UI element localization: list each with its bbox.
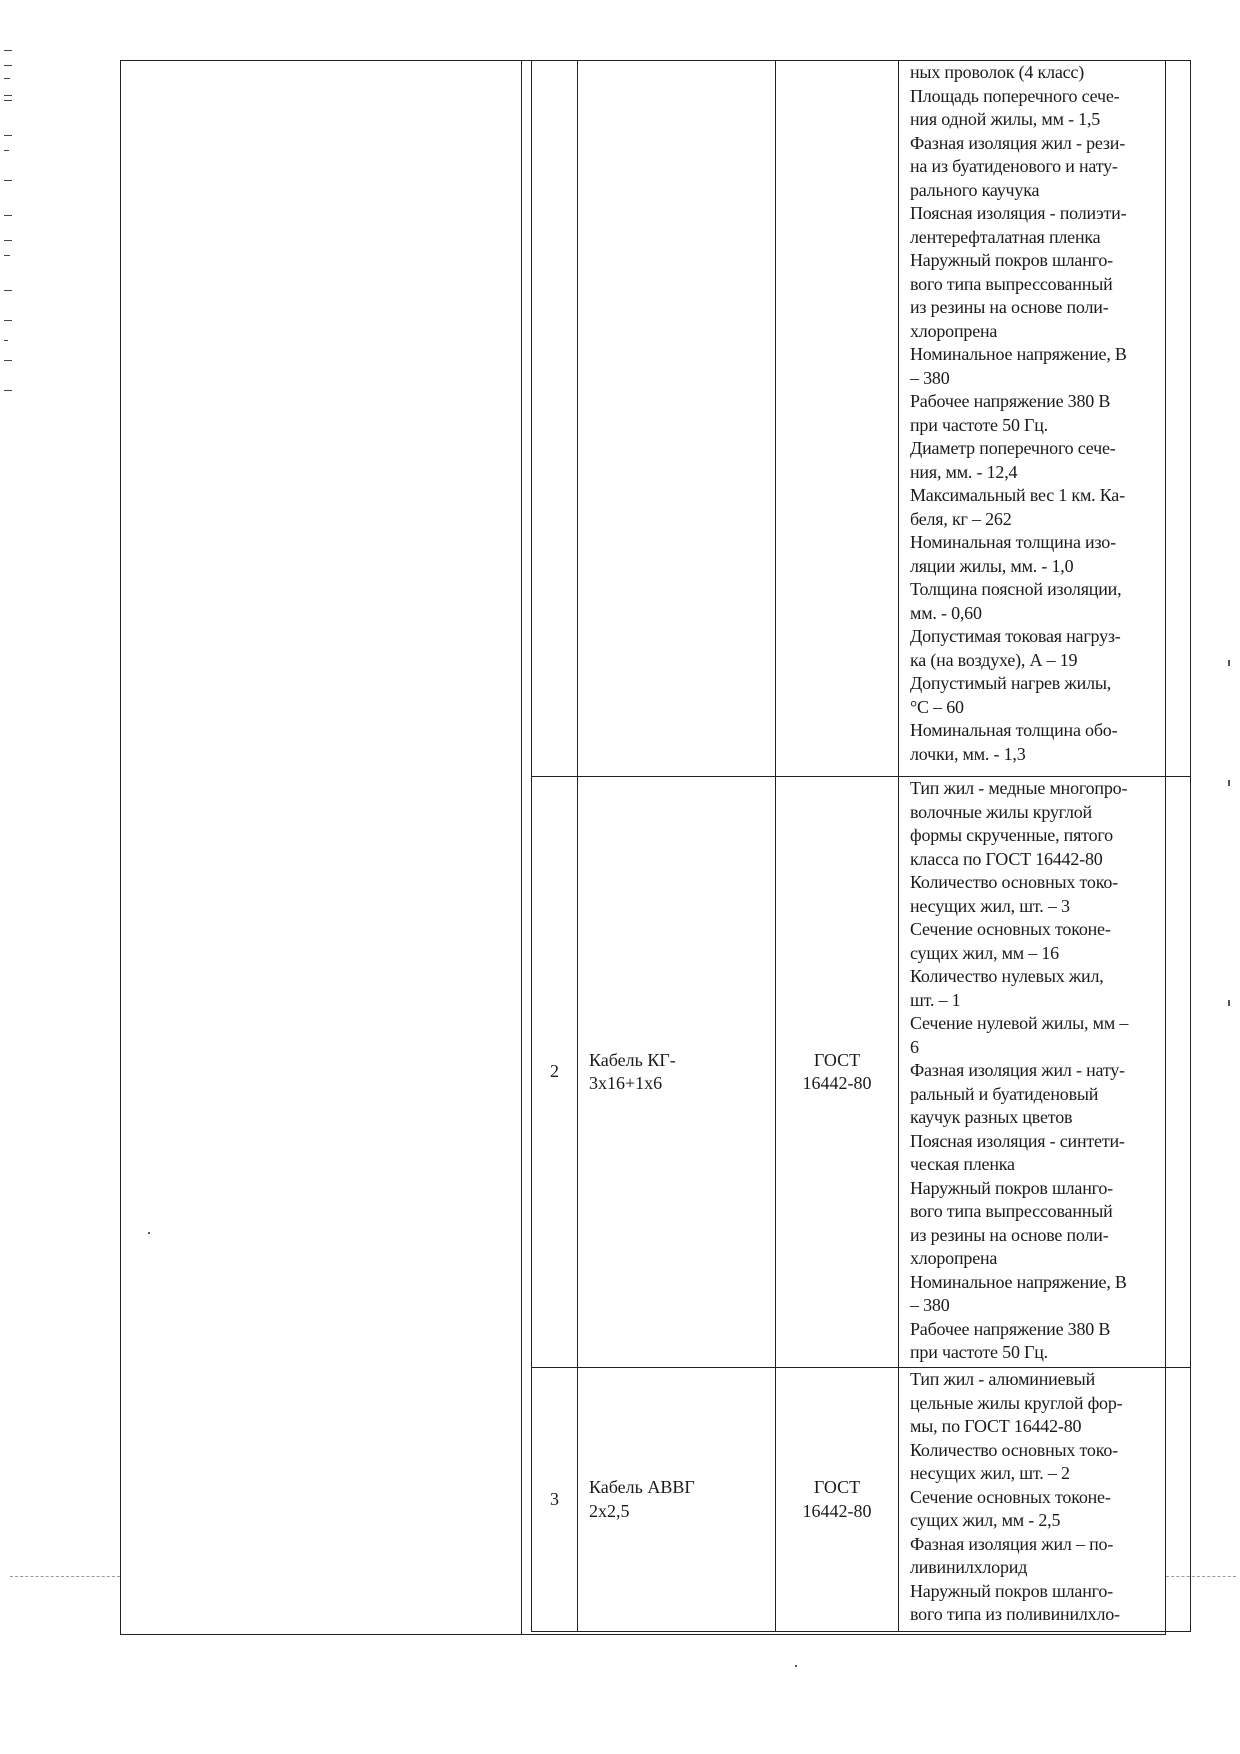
table-row — [532, 61, 1191, 777]
empty-left-column — [120, 60, 522, 1635]
row-number-cell — [532, 61, 578, 777]
product-name-cell: Кабель КГ- 3х16+1х6 — [578, 777, 776, 1368]
specification-table — [531, 60, 1191, 1632]
scan-speck — [1228, 660, 1230, 666]
product-name-cell — [578, 61, 776, 777]
row-number-cell: 3 — [532, 1368, 578, 1632]
standard-cell: ГОСТ 16442-80 — [776, 777, 899, 1368]
table-row — [532, 777, 1191, 1368]
scan-speck — [1228, 780, 1230, 786]
description-cell — [899, 61, 1191, 777]
scan-speck — [795, 1665, 797, 1667]
scan-speck — [1228, 1000, 1230, 1006]
description-cell — [899, 1368, 1191, 1632]
row-number-cell: 2 — [532, 777, 578, 1368]
standard-cell: ГОСТ 16442-80 — [776, 1368, 899, 1632]
scan-edge-noise — [2, 40, 12, 400]
product-name-cell: Кабель АВВГ 2х2,5 — [578, 1368, 776, 1632]
description-text: ных проволок (4 класс) Площадь поперечного сече- ния одной жилы, мм - 1,5 Фазная изоляция жил - рези- на из буатиденового и нату- рального каучука Поясная изоляция - полиэти- лентерефталатная пленка Наружный покров шланго- вого типа выпрессованный из резины на основе поли- хлоропрена Номинальное напряжение, В – 380 Рабочее напряжение 380 В при частоте 50 Гц. Диаметр поперечного сече- ния, мм. - 12,4 Максимальный вес 1 км. Ка- беля, кг – 262 Номинальная толщина изо- ляции жилы, мм. - 1,0 Толщина поясной изоляции, мм. - 0,60 Допустимая токовая нагруз- ка (на воздухе), А – 19 Допустимый нагрев жилы, °С – 60 Номинальная толщина обо- лочки, мм. - 1,3 — [910, 62, 1127, 764]
description-text: Тип жил - алюминиевый цельные жилы круглой фор- мы, по ГОСТ 16442-80 Количество основных токо- несущих жил, шт. – 2 Сечение основных токоне- сущих жил, мм - 2,5 Фазная изоляция жил – по- ливинилхлорид Наружный покров шланго- вого типа из поливинилхло- — [910, 1369, 1123, 1624]
description-cell — [899, 777, 1191, 1368]
table-row — [532, 1368, 1191, 1632]
standard-cell — [776, 61, 899, 777]
scan-fold-line — [10, 1576, 120, 1577]
description-text: Тип жил - медные многопро- волочные жилы круглой формы скрученные, пятого класса по ГОСТ 16442-80 Количество основных токо- несущих жил, шт. – 3 Сечение основных токоне- сущих жил, мм – 16 Количество нулевых жил, шт. – 1 Сечение нулевой жилы, мм – 6 Фазная изоляция жил - нату- ральный и буатиденовый каучук разных цветов Поясная изоляция - синтети- ческая пленка Наружный покров шланго- вого типа выпрессованный из резины на основе поли- хлоропрена Номинальное напряжение, В – 380 Рабочее напряжение 380 В при частоте 50 Гц. — [910, 778, 1129, 1362]
